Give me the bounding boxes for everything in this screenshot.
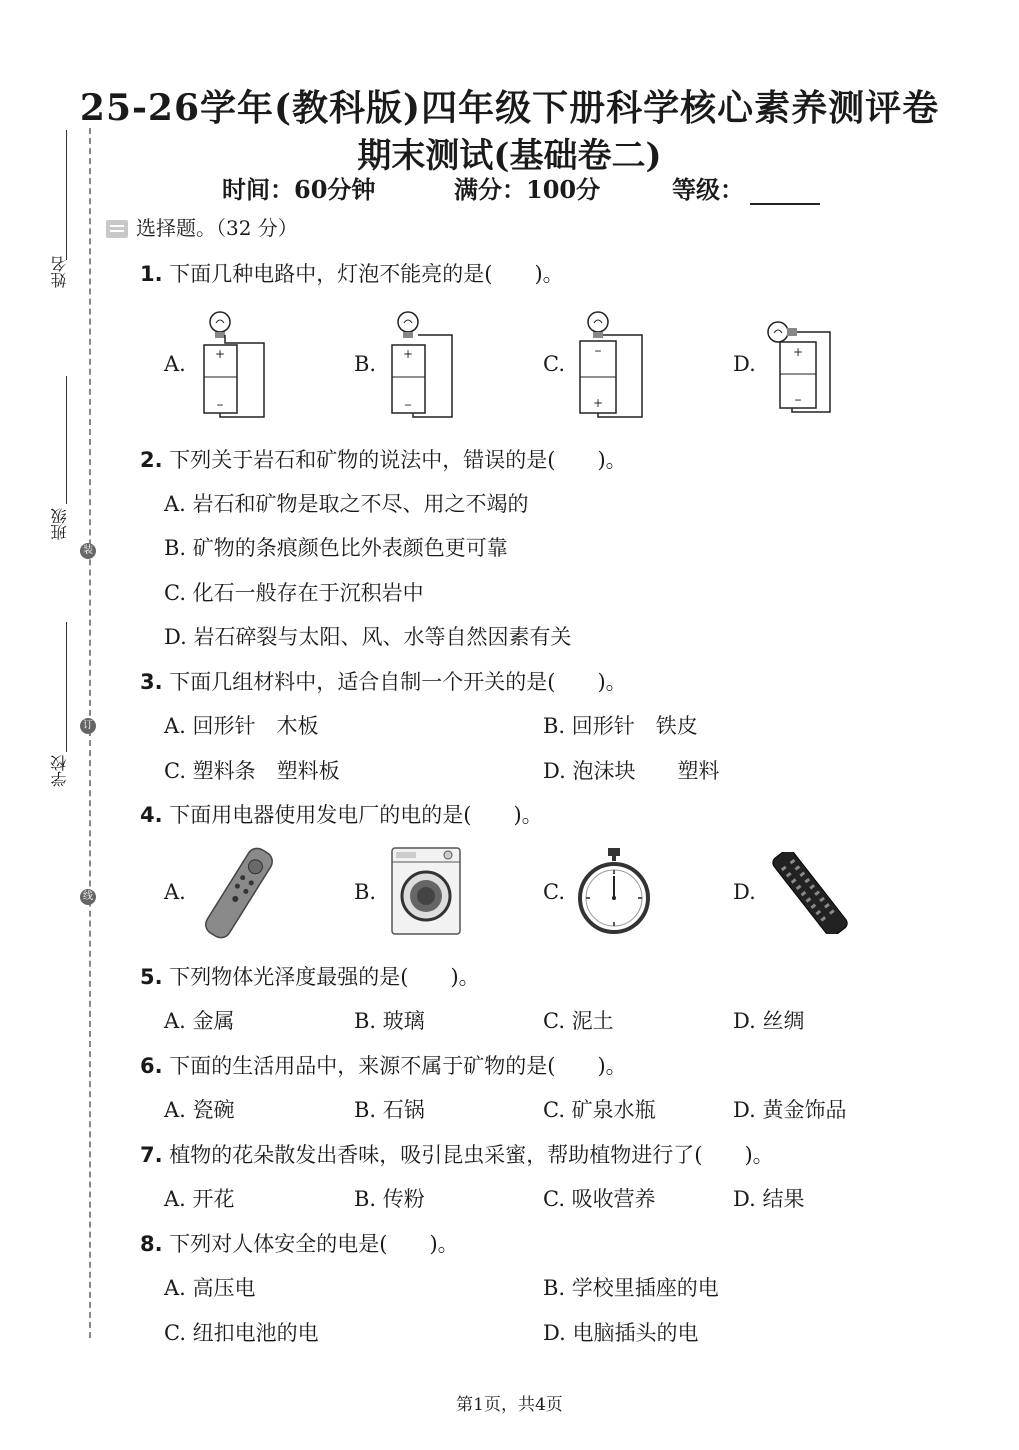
- q5-option-a[interactable]: A. 金属: [164, 1009, 235, 1033]
- circuit-d-icon: [762, 316, 842, 416]
- section-title: 选择题。（32 分）: [136, 216, 298, 240]
- question-text: 植物的花朵散发出香味，吸引昆虫采蜜，帮助植物进行了( )。: [169, 1143, 774, 1167]
- q4-option-d[interactable]: D.: [733, 880, 756, 904]
- q5-option-d[interactable]: D. 丝绸: [733, 1009, 805, 1033]
- svg-text:–: –: [216, 397, 224, 413]
- question-7: [140, 1139, 774, 1169]
- question-text: 下面几组材料中，适合自制一个开关的是( )。: [169, 670, 627, 694]
- question-2: [140, 444, 627, 474]
- question-text: 下列物体光泽度最强的是( )。: [169, 965, 480, 989]
- question-number: 6.: [140, 1054, 163, 1078]
- q3-option-b[interactable]: B. 回形针 铁皮: [543, 714, 698, 738]
- q7-option-a[interactable]: A. 开花: [164, 1187, 235, 1211]
- binding-mark-ding: 订: [80, 718, 96, 734]
- circuit-c-icon: [576, 305, 651, 420]
- q3-option-c[interactable]: C. 塑料条 塑料板: [164, 759, 340, 783]
- section-heading: [106, 212, 298, 241]
- exam-title: 25-26学年(教科版)四年级下册科学核心素养测评卷: [79, 87, 940, 129]
- q6-option-a[interactable]: A. 瓷碗: [164, 1098, 235, 1122]
- remote-control-icon: [196, 842, 282, 944]
- q2-option-a[interactable]: A. 岩石和矿物是取之不尽、用之不竭的: [164, 492, 529, 516]
- circuit-a-icon: [200, 305, 275, 420]
- name-blank-line[interactable]: [66, 130, 67, 260]
- q7-option-c[interactable]: C. 吸收营养: [543, 1187, 656, 1211]
- question-number: 5.: [140, 965, 163, 989]
- svg-text:–: –: [794, 392, 802, 408]
- binding-mark-xian: 线: [80, 889, 96, 905]
- q1-option-d[interactable]: D.: [733, 352, 756, 376]
- question-4: [140, 799, 543, 829]
- q1-option-c[interactable]: C.: [543, 352, 565, 376]
- question-number: 4.: [140, 803, 163, 827]
- q2-option-b[interactable]: B. 矿物的条痕颜色比外表颜色更可靠: [164, 536, 508, 560]
- svg-text:–: –: [404, 397, 412, 413]
- q2-option-d[interactable]: D. 岩石碎裂与太阳、风、水等自然因素有关: [164, 625, 572, 649]
- question-number: 7.: [140, 1143, 163, 1167]
- q5-option-b[interactable]: B. 玻璃: [354, 1009, 425, 1033]
- grade-field: [672, 170, 820, 205]
- question-text: 下列关于岩石和矿物的说法中，错误的是( )。: [169, 448, 627, 472]
- school-blank-line[interactable]: [66, 622, 67, 752]
- q2-option-c[interactable]: C. 化石一般存在于沉积岩中: [164, 581, 424, 605]
- q8-option-d[interactable]: D. 电脑插头的电: [543, 1321, 699, 1345]
- question-text: 下列对人体安全的电是( )。: [169, 1232, 459, 1256]
- stopwatch-icon: [576, 846, 652, 936]
- q5-option-c[interactable]: C. 泥土: [543, 1009, 614, 1033]
- q8-option-b[interactable]: B. 学校里插座的电: [543, 1276, 719, 1300]
- name-label: 姓名: [50, 256, 69, 288]
- section-number-icon: [106, 220, 128, 238]
- question-1: [140, 258, 564, 288]
- q7-option-b[interactable]: B. 传粉: [354, 1187, 425, 1211]
- school-label: 学校: [50, 755, 69, 787]
- q3-option-d[interactable]: D. 泡沫块 塑料: [543, 759, 720, 783]
- grade-blank[interactable]: [750, 183, 820, 205]
- q8-option-a[interactable]: A. 高压电: [164, 1276, 256, 1300]
- svg-text:–: –: [594, 343, 602, 359]
- question-5: [140, 961, 480, 991]
- q1-option-a[interactable]: A.: [164, 352, 186, 376]
- q8-option-c[interactable]: C. 纽扣电池的电: [164, 1321, 319, 1345]
- q4-option-b[interactable]: B.: [354, 880, 377, 904]
- q4-option-c[interactable]: C.: [543, 880, 565, 904]
- question-6: [140, 1050, 627, 1080]
- svg-text:+: +: [792, 345, 804, 359]
- time-limit: 时间：60分钟: [222, 175, 376, 204]
- q6-option-c[interactable]: C. 矿泉水瓶: [543, 1098, 656, 1122]
- class-blank-line[interactable]: [66, 376, 67, 504]
- svg-text:+: +: [402, 347, 414, 361]
- binding-mark-zhuang: 装: [80, 543, 96, 559]
- svg-text:+: +: [214, 347, 226, 361]
- q4-option-a[interactable]: A.: [164, 880, 186, 904]
- full-score: 满分：100分: [454, 175, 601, 204]
- grade-label: 等级：: [672, 175, 744, 204]
- question-number: 1.: [140, 262, 163, 286]
- question-3: [140, 666, 627, 696]
- q7-option-d[interactable]: D. 结果: [733, 1187, 805, 1211]
- question-8: [140, 1228, 459, 1258]
- tv-remote-icon: [762, 852, 858, 934]
- question-text: 下面用电器使用发电厂的电的是( )。: [169, 803, 543, 827]
- question-text: 下面几种电路中，灯泡不能亮的是( )。: [169, 262, 564, 286]
- page-number: 第1页，共4页: [456, 1395, 563, 1415]
- question-number: 8.: [140, 1232, 163, 1256]
- circuit-b-icon: [388, 305, 463, 420]
- exam-subtitle: 期末测试(基础卷二): [357, 136, 662, 176]
- question-number: 2.: [140, 448, 163, 472]
- q3-option-a[interactable]: A. 回形针 木板: [164, 714, 319, 738]
- svg-text:+: +: [592, 396, 604, 410]
- question-text: 下面的生活用品中，来源不属于矿物的是( )。: [169, 1054, 627, 1078]
- q6-option-d[interactable]: D. 黄金饰品: [733, 1098, 847, 1122]
- question-number: 3.: [140, 670, 163, 694]
- q6-option-b[interactable]: B. 石锅: [354, 1098, 425, 1122]
- washing-machine-icon: [390, 846, 462, 936]
- q1-option-b[interactable]: B.: [354, 352, 377, 376]
- class-label: 班级: [50, 508, 69, 540]
